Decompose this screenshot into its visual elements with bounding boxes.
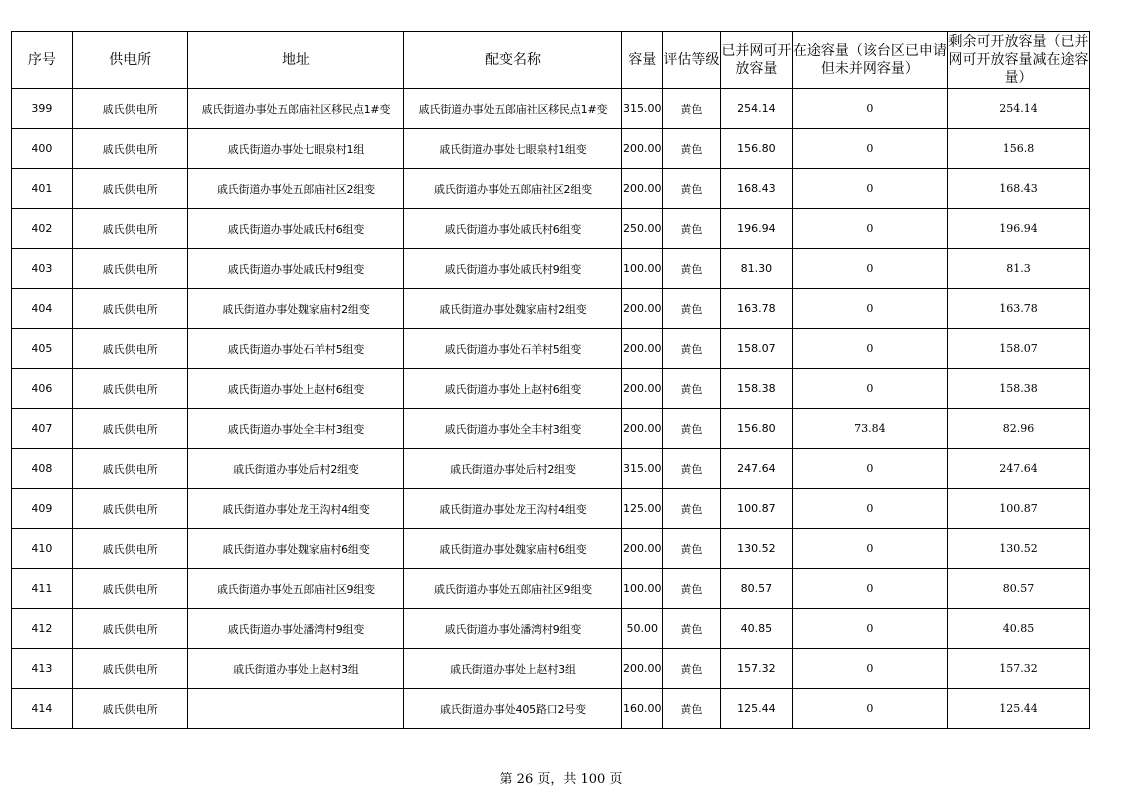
address-cell: 戚氏街道办事处戚氏村6组变 — [188, 209, 404, 249]
table-row — [12, 689, 1090, 729]
grade-cell: 黄色 — [663, 209, 721, 249]
transformer-cell: 戚氏街道办事处上赵村3组 — [404, 649, 622, 689]
station-cell: 戚氏供电所 — [72, 209, 188, 249]
open-capacity-cell: 247.64 — [720, 449, 792, 489]
address-cell: 戚氏街道办事处魏家庙村6组变 — [188, 529, 404, 569]
grade-cell: 黄色 — [663, 569, 721, 609]
pending-cell: 0 — [792, 689, 947, 729]
grade-cell: 黄色 — [663, 249, 721, 289]
remaining-cell: 156.8 — [947, 129, 1089, 169]
table-row — [12, 449, 1090, 489]
table-row — [12, 649, 1090, 689]
table-row — [12, 489, 1090, 529]
seq-cell: 409 — [12, 489, 73, 529]
open-capacity-cell: 81.30 — [720, 249, 792, 289]
table-row — [12, 89, 1090, 129]
transformer-cell: 戚氏街道办事处潘湾村9组变 — [404, 609, 622, 649]
pending-cell: 0 — [792, 169, 947, 209]
remaining-cell: 254.14 — [947, 89, 1089, 129]
seq-cell: 407 — [12, 409, 73, 449]
grade-cell: 黄色 — [663, 369, 721, 409]
station-cell: 戚氏供电所 — [72, 169, 188, 209]
open-capacity-cell: 158.07 — [720, 329, 792, 369]
station-cell: 戚氏供电所 — [72, 449, 188, 489]
capacity-cell: 200.00 — [622, 129, 663, 169]
address-cell: 戚氏街道办事处五郎庙社区2组变 — [188, 169, 404, 209]
station-cell: 戚氏供电所 — [72, 609, 188, 649]
open-capacity-cell: 100.87 — [720, 489, 792, 529]
capacity-cell: 315.00 — [622, 89, 663, 129]
page-number: 第 26 页，共 100 页 — [499, 772, 623, 787]
grade-cell: 黄色 — [663, 329, 721, 369]
transformer-cell: 戚氏街道办事处五郎庙社区9组变 — [404, 569, 622, 609]
pending-cell: 0 — [792, 129, 947, 169]
remaining-cell: 247.64 — [947, 449, 1089, 489]
capacity-cell: 200.00 — [622, 409, 663, 449]
grade-cell: 黄色 — [663, 649, 721, 689]
address-cell: 戚氏街道办事处五郎庙社区移民点1#变 — [188, 89, 404, 129]
station-cell: 戚氏供电所 — [72, 289, 188, 329]
table-row — [12, 209, 1090, 249]
capacity-cell: 250.00 — [622, 209, 663, 249]
address-cell: 戚氏街道办事处石羊村5组变 — [188, 329, 404, 369]
address-cell: 戚氏街道办事处上赵村3组 — [188, 649, 404, 689]
capacity-cell: 100.00 — [622, 249, 663, 289]
seq-cell: 399 — [12, 89, 73, 129]
open-capacity-cell: 163.78 — [720, 289, 792, 329]
table-row — [12, 249, 1090, 289]
seq-cell: 404 — [12, 289, 73, 329]
pending-cell: 0 — [792, 449, 947, 489]
table-row — [12, 409, 1090, 449]
address-cell: 戚氏街道办事处龙王沟村4组变 — [188, 489, 404, 529]
table-row — [12, 529, 1090, 569]
station-cell: 戚氏供电所 — [72, 489, 188, 529]
open-capacity-cell: 80.57 — [720, 569, 792, 609]
open-capacity-cell: 168.43 — [720, 169, 792, 209]
remaining-cell: 168.43 — [947, 169, 1089, 209]
pending-cell: 0 — [792, 609, 947, 649]
remaining-cell: 100.87 — [947, 489, 1089, 529]
transformer-cell: 戚氏街道办事处405路口2号变 — [404, 689, 622, 729]
table-row — [12, 289, 1090, 329]
capacity-cell: 200.00 — [622, 529, 663, 569]
address-cell: 戚氏街道办事处全丰村3组变 — [188, 409, 404, 449]
remaining-cell: 81.3 — [947, 249, 1089, 289]
capacity-cell: 200.00 — [622, 649, 663, 689]
capacity-cell: 315.00 — [622, 449, 663, 489]
capacity-cell: 200.00 — [622, 329, 663, 369]
address-cell: 戚氏街道办事处魏家庙村2组变 — [188, 289, 404, 329]
open-capacity-cell: 196.94 — [720, 209, 792, 249]
grade-cell: 黄色 — [663, 289, 721, 329]
seq-cell: 406 — [12, 369, 73, 409]
pending-cell: 0 — [792, 369, 947, 409]
station-cell: 戚氏供电所 — [72, 369, 188, 409]
header-open-capacity: 已并网可开放容量 — [720, 32, 792, 89]
grade-cell: 黄色 — [663, 89, 721, 129]
transformer-cell: 戚氏街道办事处全丰村3组变 — [404, 409, 622, 449]
address-cell: 戚氏街道办事处五郎庙社区9组变 — [188, 569, 404, 609]
table-row — [12, 329, 1090, 369]
station-cell: 戚氏供电所 — [72, 89, 188, 129]
transformer-cell: 戚氏街道办事处戚氏村6组变 — [404, 209, 622, 249]
pending-cell: 73.84 — [792, 409, 947, 449]
pending-cell: 0 — [792, 329, 947, 369]
header-pending: 在途容量（该台区已申请但未并网容量） — [792, 32, 947, 89]
address-cell: 戚氏街道办事处后村2组变 — [188, 449, 404, 489]
transformer-cell: 戚氏街道办事处五郎庙社区移民点1#变 — [404, 89, 622, 129]
station-cell: 戚氏供电所 — [72, 689, 188, 729]
seq-cell: 402 — [12, 209, 73, 249]
header-address: 地址 — [188, 32, 404, 89]
station-cell: 戚氏供电所 — [72, 529, 188, 569]
remaining-cell: 40.85 — [947, 609, 1089, 649]
header-grade: 评估等级 — [663, 32, 721, 89]
transformer-cell: 戚氏街道办事处上赵村6组变 — [404, 369, 622, 409]
address-cell: 戚氏街道办事处潘湾村9组变 — [188, 609, 404, 649]
table-row — [12, 129, 1090, 169]
seq-cell: 413 — [12, 649, 73, 689]
open-capacity-cell: 125.44 — [720, 689, 792, 729]
station-cell: 戚氏供电所 — [72, 129, 188, 169]
seq-cell: 400 — [12, 129, 73, 169]
remaining-cell: 163.78 — [947, 289, 1089, 329]
header-transformer: 配变名称 — [404, 32, 622, 89]
address-cell: 戚氏街道办事处戚氏村9组变 — [188, 249, 404, 289]
pending-cell: 0 — [792, 489, 947, 529]
capacity-cell: 50.00 — [622, 609, 663, 649]
seq-cell: 401 — [12, 169, 73, 209]
seq-cell: 414 — [12, 689, 73, 729]
open-capacity-cell: 156.80 — [720, 409, 792, 449]
remaining-cell: 158.38 — [947, 369, 1089, 409]
pending-cell: 0 — [792, 529, 947, 569]
pending-cell: 0 — [792, 249, 947, 289]
header-station: 供电所 — [72, 32, 188, 89]
station-cell: 戚氏供电所 — [72, 329, 188, 369]
transformer-cell: 戚氏街道办事处魏家庙村2组变 — [404, 289, 622, 329]
table-row — [12, 569, 1090, 609]
grade-cell: 黄色 — [663, 409, 721, 449]
open-capacity-cell: 156.80 — [720, 129, 792, 169]
transformer-cell: 戚氏街道办事处五郎庙社区2组变 — [404, 169, 622, 209]
pending-cell: 0 — [792, 209, 947, 249]
remaining-cell: 80.57 — [947, 569, 1089, 609]
open-capacity-cell: 130.52 — [720, 529, 792, 569]
capacity-table — [11, 31, 1090, 729]
table-row — [12, 169, 1090, 209]
grade-cell: 黄色 — [663, 129, 721, 169]
seq-cell: 405 — [12, 329, 73, 369]
open-capacity-cell: 158.38 — [720, 369, 792, 409]
open-capacity-cell: 40.85 — [720, 609, 792, 649]
open-capacity-cell: 157.32 — [720, 649, 792, 689]
seq-cell: 412 — [12, 609, 73, 649]
capacity-cell: 125.00 — [622, 489, 663, 529]
seq-cell: 403 — [12, 249, 73, 289]
pending-cell: 0 — [792, 289, 947, 329]
open-capacity-cell: 254.14 — [720, 89, 792, 129]
transformer-cell: 戚氏街道办事处魏家庙村6组变 — [404, 529, 622, 569]
transformer-cell: 戚氏街道办事处七眼泉村1组变 — [404, 129, 622, 169]
remaining-cell: 196.94 — [947, 209, 1089, 249]
pending-cell: 0 — [792, 569, 947, 609]
station-cell: 戚氏供电所 — [72, 649, 188, 689]
remaining-cell: 125.44 — [947, 689, 1089, 729]
header-seq: 序号 — [12, 32, 73, 89]
capacity-cell: 200.00 — [622, 369, 663, 409]
address-cell: 戚氏街道办事处七眼泉村1组 — [188, 129, 404, 169]
capacity-cell: 200.00 — [622, 169, 663, 209]
transformer-cell: 戚氏街道办事处戚氏村9组变 — [404, 249, 622, 289]
grade-cell: 黄色 — [663, 449, 721, 489]
header-remaining: 剩余可开放容量（已并网可开放容量减在途容量） — [947, 32, 1089, 89]
transformer-cell: 戚氏街道办事处后村2组变 — [404, 449, 622, 489]
address-cell: 戚氏街道办事处上赵村6组变 — [188, 369, 404, 409]
address-cell — [188, 689, 404, 729]
pending-cell: 0 — [792, 649, 947, 689]
capacity-cell: 200.00 — [622, 289, 663, 329]
remaining-cell: 82.96 — [947, 409, 1089, 449]
remaining-cell: 158.07 — [947, 329, 1089, 369]
remaining-cell: 157.32 — [947, 649, 1089, 689]
capacity-cell: 100.00 — [622, 569, 663, 609]
grade-cell: 黄色 — [663, 529, 721, 569]
station-cell: 戚氏供电所 — [72, 249, 188, 289]
header-row — [12, 32, 1090, 89]
pending-cell: 0 — [792, 89, 947, 129]
grade-cell: 黄色 — [663, 689, 721, 729]
station-cell: 戚氏供电所 — [72, 409, 188, 449]
seq-cell: 408 — [12, 449, 73, 489]
table-row — [12, 369, 1090, 409]
station-cell: 戚氏供电所 — [72, 569, 188, 609]
seq-cell: 410 — [12, 529, 73, 569]
transformer-cell: 戚氏街道办事处石羊村5组变 — [404, 329, 622, 369]
capacity-cell: 160.00 — [622, 689, 663, 729]
grade-cell: 黄色 — [663, 169, 721, 209]
table-body — [12, 89, 1090, 729]
grade-cell: 黄色 — [663, 609, 721, 649]
grade-cell: 黄色 — [663, 489, 721, 529]
header-capacity: 容量 — [622, 32, 663, 89]
table-row — [12, 609, 1090, 649]
seq-cell: 411 — [12, 569, 73, 609]
transformer-cell: 戚氏街道办事处龙王沟村4组变 — [404, 489, 622, 529]
remaining-cell: 130.52 — [947, 529, 1089, 569]
